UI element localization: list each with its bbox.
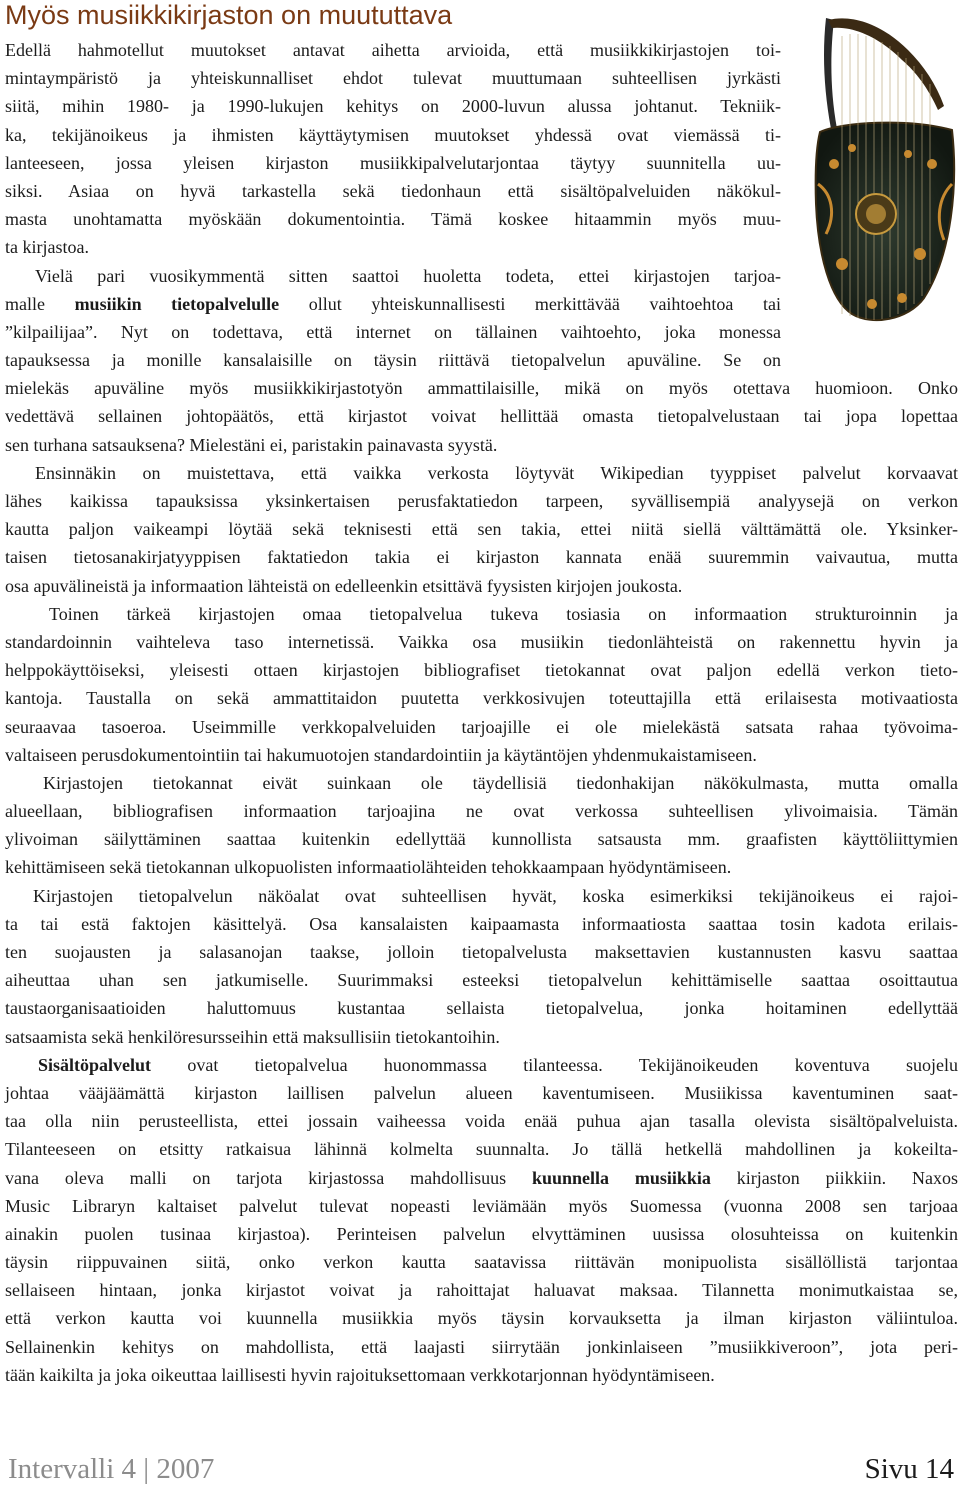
text-line: standardoinnin vaihteleva taso internetissä. Vaikka osa musiikin tiedonlähteistä on rakennettu hyvin ja <box>5 631 958 652</box>
text-line: taustaorganisaatioiden haluttomuus kustantaa sellaista tietopalvelua, jonka hoitaminen edellyttää <box>5 998 958 1019</box>
text-line: aiheuttaa uhan sen jatkumiselle. Suurimmaksi esteeksi tietopalvelun kehittämiselle saattaa osoittautua <box>5 970 958 991</box>
text-line: mintaympäristö ja yhteiskunnalliset ehdot tulevat muuttumaan suhteellisen jyrkästi <box>5 68 781 89</box>
text-line: masta unohtamatta myöskään dokumentointia. Tämä koskee hitaammin myös muu- <box>5 209 781 230</box>
text-line: siksi. Asiaa on hyvä tarkastella sekä tiedonhaun että sisältöpalveluiden näkökul- <box>5 180 781 201</box>
text-line: taisen tietosanakirjatyyppisen faktatiedon takia ei kirjaston kannata enää suuremmin vaivautua, mutta <box>5 547 958 568</box>
text-line: lähes kaikissa tapauksissa yksinkertaisen perusfaktatiedon tarpeen, syvällisempiä analyysejä on verkon <box>5 491 958 511</box>
text-line: ta kirjastoa. <box>5 237 89 258</box>
bold-term: kuunnella musiikkia <box>531 1167 711 1188</box>
text-line: Kirjastojen tietokannat eivät suinkaan ole täydellisiä tiedonhakijan näkökulmasta, mutta omalla <box>43 772 958 793</box>
text-line: valtaiseen perusdokumentointiin tai hakumuotojen standardointiin ja käytäntöjen yhdenmukaistamiseen. <box>5 744 757 765</box>
text-span: ovat tietopalvelua huonommassa tilanteessa. Tekijänoikeuden koventuva suojelu <box>151 1054 958 1075</box>
text-line: sellaiseen hintaan, jonka kirjastot voivat ja rahoittajat haluavat maksaa. Tilannetta monimutkaistaa se, <box>5 1280 958 1301</box>
text-line: ainakin puolen tusinaa kirjastoa). Perinteisen palvelun elvyttäminen uusissa olosuhteissa on kuitenkin <box>5 1223 958 1244</box>
text-line: sen turhana satsauksena? Mielestäni ei, paristakin painavasta syystä. <box>5 434 498 455</box>
text-line: kautta paljon vaikeampi löytää sekä teknisesti että sen takia, ettei niitä siellä välttämättä ole. Yksinker- <box>5 519 958 540</box>
text-line: Music Libraryn kaltaiset palvelut tulevat nopeasti leviämään myös Suomessa (vuonna 2008 sen tarjoaa <box>5 1195 958 1216</box>
text-span: vana oleva malli on tarjota kirjastossa mahdollisuus <box>5 1167 532 1188</box>
text-line: tään kaikilta ja joka oikeuttaa laillisesti hyvin rajoituksettomaan verkkotarjonnan hyödyntämiseen. <box>5 1364 715 1385</box>
text-line: siitä, mihin 1980- ja 1990-lukujen kehitys on 2000-luvun alussa johtanut. Tekniik- <box>5 96 781 117</box>
article-title: Myös musiikkikirjaston on muututtava <box>5 0 453 30</box>
text-line: seuraavaa tasoeroa. Useimmille verkkopalveluiden tarjoajille ei ole mielekästä satsata rahaa työvoima- <box>5 716 958 737</box>
text-line <box>5 290 781 318</box>
text-line: satsaamista sekä henkilöresursseihin että maksullisiin tietokantoihin. <box>5 1026 500 1047</box>
article-body <box>5 36 958 1389</box>
text-line: kantoja. Taustalla on sekä ammattitaidon puutetta verkkosivujen toteuttajilla että erilaisesta motivaatiosta <box>5 688 958 709</box>
bold-term: musiikin tietopalvelulle <box>74 293 280 314</box>
text-line: Toinen tärkeä kirjastojen omaa tietopalvelua tukeva tosiasia on informaation strukturoinnin ja <box>49 603 958 624</box>
text-line: Edellä hahmotellut muutokset antavat aihetta arvioida, että musiikkikirjastojen toi- <box>5 40 781 60</box>
text-line <box>5 1164 958 1192</box>
text-span: kirjaston piikkiin. Naxos <box>710 1167 958 1188</box>
text-line: Sellainenkin kehitys on mahdollista, että laajasti siirrytään jonkinlaiseen ”musiikkiveroon”, jota peri- <box>5 1336 958 1357</box>
text-line: täysin riippuvainen siitä, onko verkon kautta saatavissa riittävän monipuolista sisällöllistä tarjontaa <box>5 1252 958 1273</box>
text-line: Tilanteeseen on etsitty ratkaisua lähinnä kolmelta suunnalta. Jo tällä hetkellä mahdollinen ja kokeilta- <box>5 1139 958 1160</box>
text-line: ylivoiman säilyttäminen saattaa kuitenkin edellyttää kunnollista satsausta mm. graafisten käyttöliittymien <box>5 829 958 850</box>
footer-publication: Intervalli 4 | 2007 <box>8 1453 215 1485</box>
text-line: ta tai estä faktojen käsittelyä. Osa kansalaisten kaipaamasta informaatiosta saattaa tosin kadota erilais- <box>5 913 958 934</box>
text-line: Ensinnäkin on muistettava, että vaikka verkosta löytyvät Wikipedian tyyppiset palvelut korvaavat <box>35 462 958 483</box>
text-line: taa olla niin perusteellista, ettei jossain vaiheessa voida enää puhua ajan tasalla olevista sisältöpalveluista. <box>5 1111 958 1132</box>
text-line: ”kilpailijaa”. Nyt on todettava, että internet on tällainen vaihtoehto, joka monessa <box>5 321 781 342</box>
text-line: helppokäyttöiseksi, yleisesti ottaen kirjastojen bibliografiset tietokannat ovat paljon edellä verkon tieto- <box>5 660 958 681</box>
text-line: Vielä pari vuosikymmentä sitten saattoi huoletta todeta, ettei kirjastojen tarjoa- <box>35 265 781 286</box>
text-line: tapauksessa ja monille kansalaisille on täysin riittävä tietopalvelun apuväline. Se on <box>5 350 781 371</box>
text-line: alueellaan, bibliografisen informaation tarjoajina ne ovat verkossa suhteellisen ylivoimaisia. Tämän <box>5 801 958 822</box>
text-span: ollut yhteiskunnallisesti merkittävää vaihtoehtoa tai <box>279 293 781 314</box>
text-line <box>5 1051 958 1079</box>
text-line: mielekäs apuväline myös musiikkikirjastotyön ammattilaisille, mikä on myös otettava huomioon. Onko <box>5 378 958 399</box>
text-line: että verkon kautta voi kuunnella musiikkia myös täysin korvauksetta ja ilman kirjaston väliintuloa. <box>5 1308 958 1329</box>
text-line: ten suojausten ja salasanojan taakse, jolloin tietopalvelusta maksettavien kustannusten kasvu saattaa <box>5 942 958 962</box>
text-span: malle <box>5 293 75 314</box>
text-line: lanteeseen, jossa yleisen kirjaston musiikkipalvelutarjontaa täytyy suunnitella uu- <box>5 152 781 173</box>
text-line: ka, tekijänoikeus ja ihmisten käyttäytymisen muutokset yhdessä ovat viemässä ti- <box>5 124 781 145</box>
footer-page-number: Sivu 14 <box>864 1453 954 1485</box>
text-line: Kirjastojen tietopalvelun näköalat ovat suhteellisen hyvät, koska esimerkiksi tekijänoikeus ei rajoi- <box>33 885 958 906</box>
bold-term: Sisältöpalvelut <box>38 1054 152 1075</box>
text-line: johtaa vääjäämättä kirjaston laillisen palvelun alueen kaventumiseen. Musiikissa kaventuminen saat- <box>5 1082 958 1103</box>
text-line: vedettävä sellainen johtopäätös, että kirjastot voivat hellittää omasta tietopalvelustaan tai jopa lopettaa <box>5 406 958 427</box>
text-line: osa apuvälineistä ja informaation lähteistä on edelleenkin etsittävä fyysisten kirjojen joukosta. <box>5 575 683 596</box>
text-line: kehittämiseen sekä tietokannan ulkopuolisten informaatiolähteiden tehokkaampaan hyödyntämiseen. <box>5 857 732 878</box>
